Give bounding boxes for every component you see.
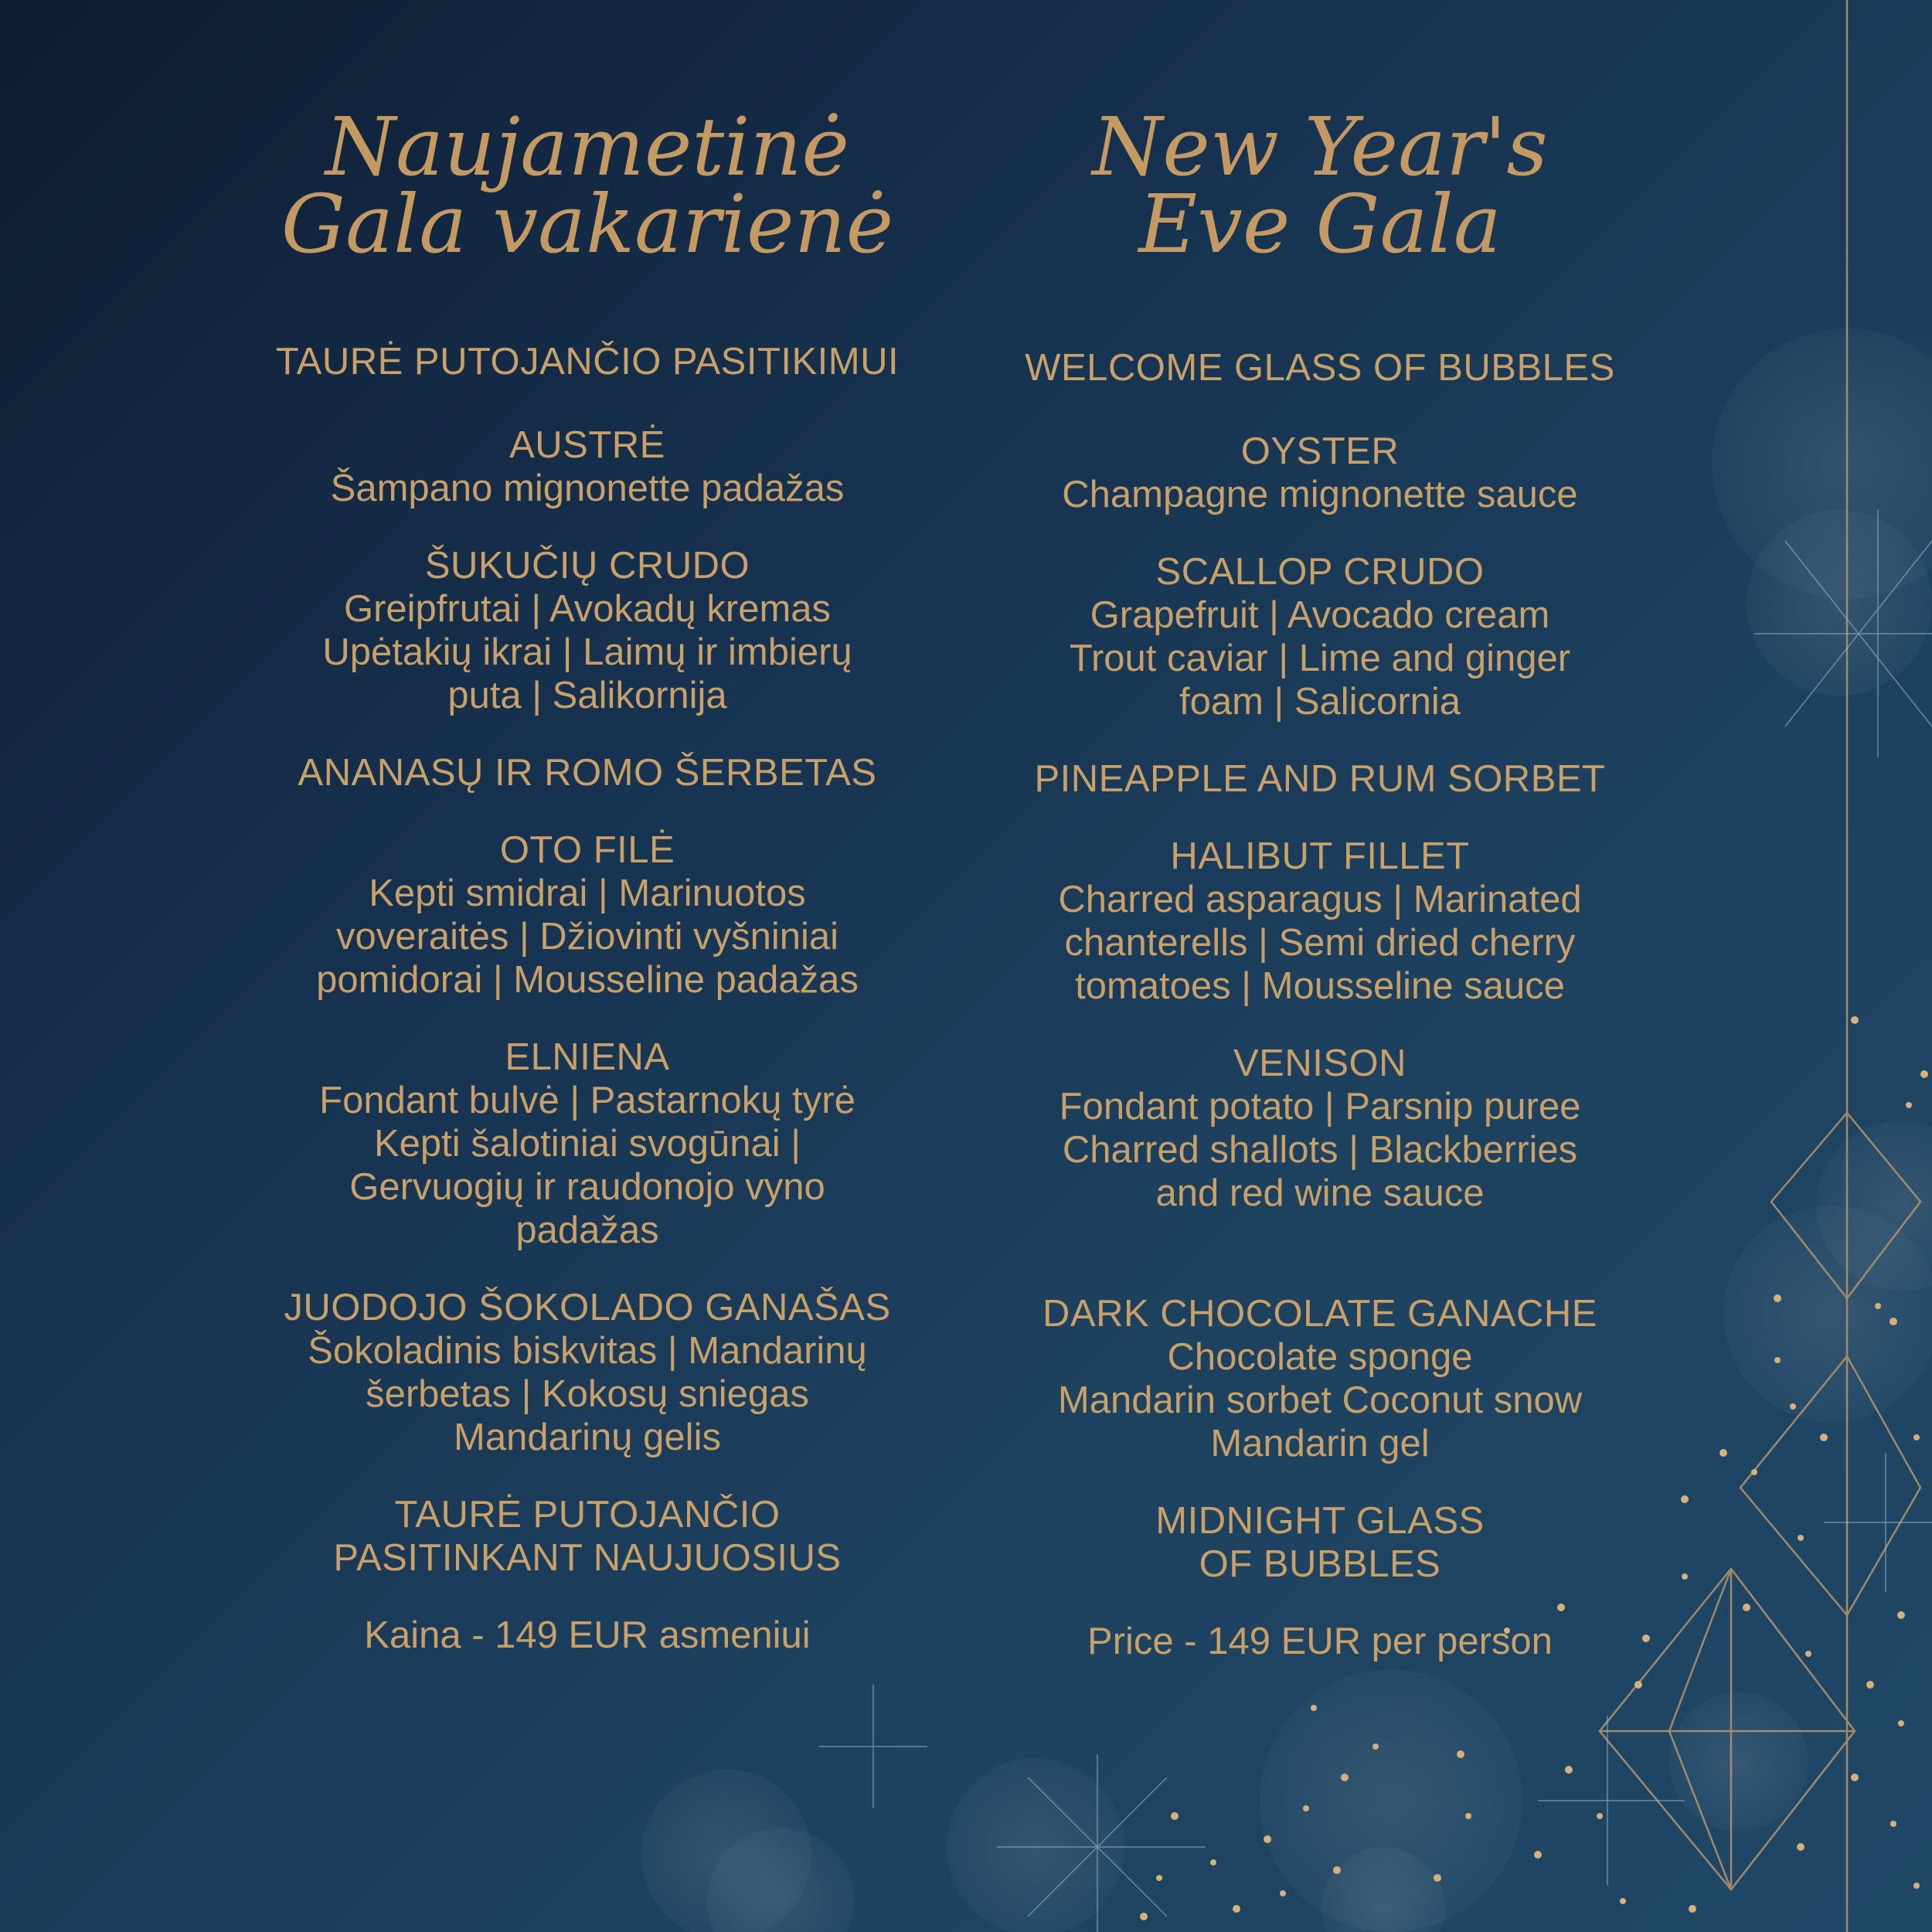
course-description: Kepti šalotiniai svogūnai |: [373, 1123, 801, 1165]
course-description: foam | Salicornia: [1179, 681, 1461, 723]
course-description: Upėtakių ikrai | Laimų ir imbierų: [322, 631, 852, 673]
course-description: Šampano mignonette padažas: [330, 468, 845, 509]
menu-course: [972, 1042, 1668, 1215]
price-text: Price - 149 EUR per person: [1087, 1621, 1553, 1662]
lithuanian-menu: [240, 340, 935, 1657]
course-description: voveraitės | Džiovinti vyšniniai: [336, 916, 838, 957]
lithuanian-title: [240, 100, 935, 271]
course-heading: MIDNIGHT GLASS: [1155, 1500, 1485, 1542]
menu-course: [972, 835, 1668, 1008]
course-heading: TAURĖ PUTOJANČIO: [394, 1494, 781, 1536]
course-description: Charred asparagus | Marinated: [1058, 879, 1582, 920]
course-description: Fondant bulvė | Pastarnokų tyrė: [319, 1080, 855, 1121]
menu-course: [240, 340, 935, 383]
menu-course: [240, 544, 935, 717]
menu-course: [972, 430, 1668, 516]
price-text: Kaina - 149 EUR asmeniui: [364, 1614, 811, 1656]
menu-course: [240, 1036, 935, 1252]
course-description: šerbetas | Kokosų sniegas: [366, 1373, 809, 1415]
course-description: and red wine sauce: [1155, 1172, 1485, 1214]
course-heading: VENISON: [1233, 1043, 1407, 1084]
course-description: Kepti smidrai | Marinuotos: [369, 872, 806, 914]
english-menu: [972, 346, 1668, 1663]
course-description: Charred shallots | Blackberries: [1062, 1129, 1578, 1171]
course-heading: SCALLOP CRUDO: [1155, 551, 1485, 593]
course-description: Chocolate sponge: [1167, 1336, 1473, 1378]
course-heading: OTO FILĖ: [499, 829, 675, 871]
course-description: Mandarinų gelis: [454, 1417, 721, 1458]
menu-course: [240, 828, 935, 1002]
course-description: Mandarin gel: [1210, 1423, 1430, 1464]
course-heading: PASITINKANT NAUJUOSIUS: [333, 1537, 842, 1579]
course-heading: DARK CHOCOLATE GANACHE: [1043, 1293, 1597, 1335]
menu-course: [972, 1292, 1668, 1465]
menu-course: [240, 423, 935, 510]
menu-course: [972, 757, 1668, 801]
menu-course: [972, 346, 1668, 389]
course-heading: HALIBUT FILLET: [1170, 835, 1470, 877]
course-description: Mandarin sorbet Coconut snow: [1057, 1379, 1583, 1421]
course-description: pomidorai | Mousseline padažas: [316, 959, 859, 1001]
course-heading: JUODOJO ŠOKOLADO GANAŠAS: [284, 1287, 891, 1328]
course-description: Trout caviar | Lime and ginger: [1069, 638, 1571, 679]
course-description: Grapefruit | Avocado cream: [1090, 594, 1550, 636]
course-description: Champagne mignonette sauce: [1062, 474, 1578, 515]
title-line: New Year's: [1092, 100, 1548, 194]
course-heading: TAURĖ PUTOJANČIO PASITIKIMUI: [275, 341, 900, 383]
course-heading: ANANASŲ IR ROMO ŠERBETAS: [298, 752, 877, 794]
course-heading: OYSTER: [1240, 430, 1400, 472]
title-line: Eve Gala: [1138, 177, 1502, 271]
menu-course: [240, 1493, 935, 1580]
course-description: puta | Salikornija: [447, 675, 727, 716]
menu-course: [240, 751, 935, 794]
course-description: Fondant potato | Parsnip puree: [1059, 1086, 1581, 1128]
menu-course: [240, 1286, 935, 1459]
course-description: tomatoes | Mousseline sauce: [1075, 965, 1565, 1007]
title-line: Naujametinė: [325, 100, 849, 194]
menu-course: [972, 1499, 1668, 1586]
course-description: Šokoladinis biskvitas | Mandarinų: [308, 1330, 867, 1372]
course-heading: OF BUBBLES: [1199, 1543, 1441, 1585]
course-description: padažas: [515, 1209, 659, 1251]
english-title: [972, 100, 1668, 271]
course-description: Greipfrutai | Avokadų kremas: [343, 588, 832, 630]
title-line: Gala vakarienė: [281, 177, 894, 271]
course-heading: ŠUKUČIŲ CRUDO: [424, 545, 750, 587]
course-heading: WELCOME GLASS OF BUBBLES: [1025, 347, 1615, 389]
course-description: Gervuogių ir raudonojo vyno: [349, 1166, 825, 1208]
course-heading: PINEAPPLE AND RUM SORBET: [1034, 758, 1606, 800]
menu-course: [972, 550, 1668, 723]
course-description: chanterells | Semi dried cherry: [1064, 922, 1576, 964]
course-heading: AUSTRĖ: [509, 424, 665, 466]
course-heading: ELNIENA: [505, 1036, 670, 1078]
